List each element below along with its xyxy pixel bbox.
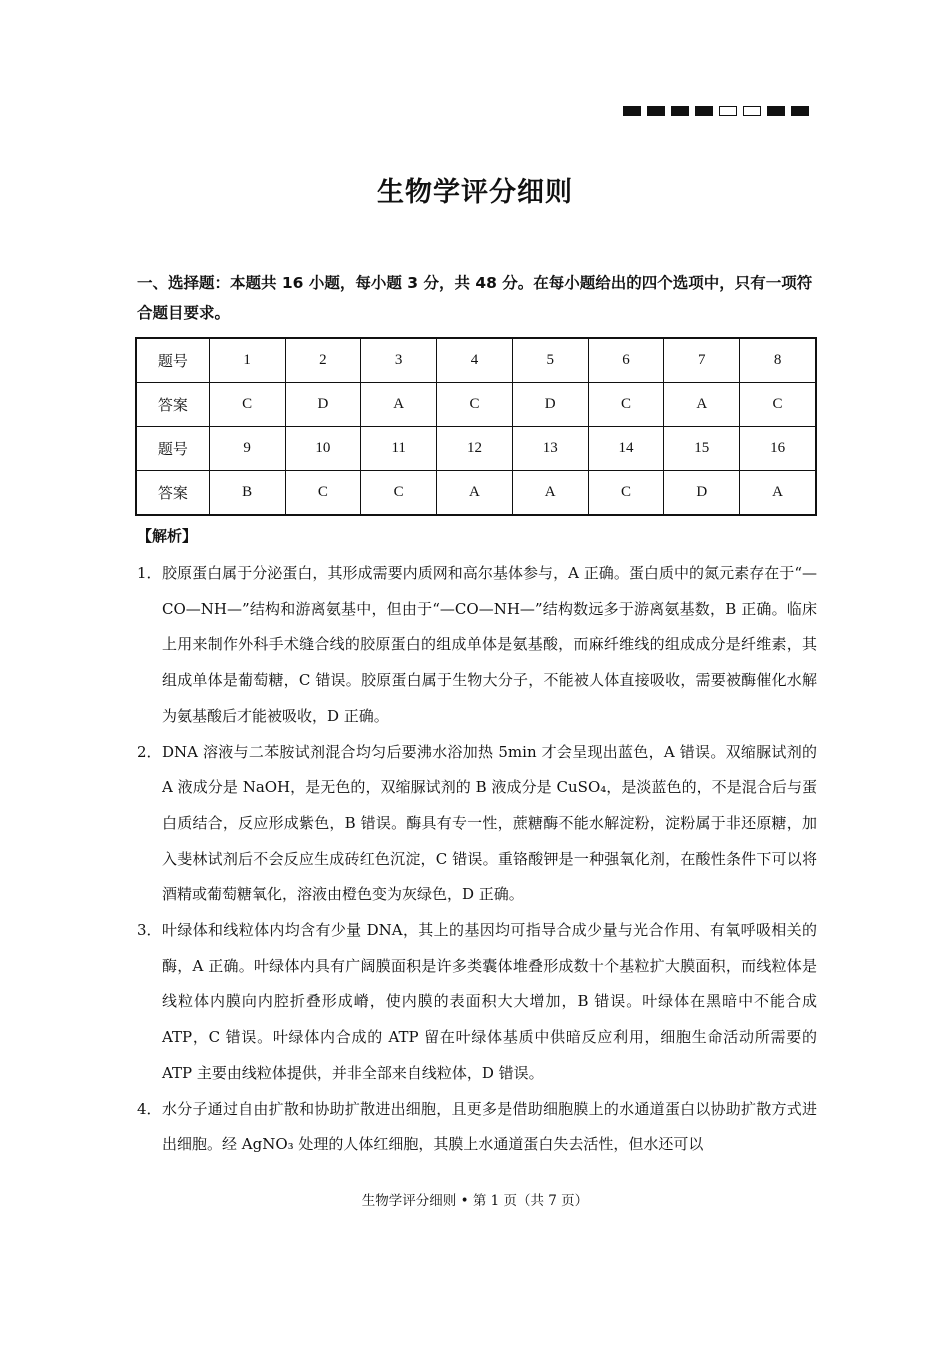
table-cell: C: [588, 383, 664, 427]
table-cell: 3: [361, 338, 437, 383]
table-cell: 2: [285, 338, 361, 383]
table-row: [136, 427, 816, 471]
table-cell: C: [437, 383, 513, 427]
table-cell: B: [209, 471, 285, 516]
table-cell: A: [664, 383, 740, 427]
table-cell: A: [740, 471, 816, 516]
table-cell: 7: [664, 338, 740, 383]
explanation-item: [137, 556, 817, 735]
row-header-cell: 答案: [136, 471, 209, 516]
explanation-item: [137, 735, 817, 914]
table-cell: 12: [437, 427, 513, 471]
answer-table: [135, 337, 817, 516]
table-cell: A: [512, 471, 588, 516]
table-cell: D: [664, 471, 740, 516]
table-cell: 16: [740, 427, 816, 471]
table-cell: 13: [512, 427, 588, 471]
filled-square-mark: [623, 106, 641, 116]
explanation-number: 1．: [137, 564, 162, 582]
table-cell: 1: [209, 338, 285, 383]
table-cell: A: [437, 471, 513, 516]
explanation-text: 叶绿体和线粒体内均含有少量 DNA，其上的基因均可指导合成少量与光合作用、有氧呼吸相关的酶，A 正确。叶绿体内具有广阔膜面积是许多类囊体堆叠形成数十个基粒扩大膜面积，而线粒体是线粒体内膜向内腔折叠形成嵴，使内膜的表面积大大增加，B 错误。叶绿体在黑暗中不能合成 ATP，C 错误。叶绿体内合成的 ATP 留在叶绿体基质中供暗反应利用，细胞生命活动所需要的 ATP 主要由线粒体提供，并非全部来自线粒体，D 错误。: [162, 921, 817, 1082]
row-header-cell: 题号: [136, 427, 209, 471]
table-row: [136, 471, 816, 516]
empty-square-mark: [719, 106, 737, 116]
table-cell: A: [361, 383, 437, 427]
filled-square-mark: [671, 106, 689, 116]
explanation-item: [137, 1092, 817, 1163]
filled-square-mark: [647, 106, 665, 116]
explanation-number: 4．: [137, 1099, 162, 1118]
table-cell: 15: [664, 427, 740, 471]
explanation-number: 3．: [137, 921, 162, 940]
table-cell: 9: [209, 427, 285, 471]
explanations: [137, 556, 817, 1163]
table-cell: C: [361, 471, 437, 516]
table-cell: 11: [361, 427, 437, 471]
page-footer: 生物学评分细则 • 第 1 页（共 7 页）: [361, 1193, 589, 1209]
table-cell: 4: [437, 338, 513, 383]
analysis-label: 【解析】: [137, 527, 198, 545]
table-cell: C: [740, 383, 816, 427]
filled-square-mark: [695, 106, 713, 116]
table-cell: C: [285, 471, 361, 516]
header-marks: [623, 106, 809, 118]
section-heading: 一、选择题：本题共 16 小题，每小题 3 分，共 48 分。在每小题给出的四个选项中，只有一项符合题目要求。: [137, 274, 813, 322]
empty-square-mark: [743, 106, 761, 116]
row-header-cell: 题号: [136, 338, 209, 383]
explanation-number: 2．: [137, 742, 162, 761]
table-cell: C: [588, 471, 664, 516]
explanation-text: DNA 溶液与二苯胺试剂混合均匀后要沸水浴加热 5min 才会呈现出蓝色，A 错误。双缩脲试剂的 A 液成分是 NaOH，是无色的，双缩脲试剂的 B 液成分是 CuSO₄，是淡蓝色的，不是混合后与蛋白质结合，反应形成紫色，B 错误。酶具有专一性，蔗糖酶不能水解淀粉，淀粉属于非还原糖，加入斐林试剂后不会反应生成砖红色沉淀，C 错误。重铬酸钾是一种强氧化剂，在酸性条件下可以将酒精或葡萄糖氧化，溶液由橙色变为灰绿色，D 正确。: [162, 742, 817, 904]
explanation-text: 水分子通过自由扩散和协助扩散进出细胞，且更多是借助细胞膜上的水通道蛋白以协助扩散方式进出细胞。经 AgNO₃ 处理的人体红细胞，其膜上水通道蛋白失去活性，但水还可以: [162, 1099, 817, 1154]
table-cell: 5: [512, 338, 588, 383]
table-cell: D: [285, 383, 361, 427]
table-cell: 14: [588, 427, 664, 471]
table-cell: 8: [740, 338, 816, 383]
page-title: 生物学评分细则: [377, 177, 573, 208]
table-cell: 6: [588, 338, 664, 383]
table-cell: D: [512, 383, 588, 427]
explanation-text: 胶原蛋白属于分泌蛋白，其形成需要内质网和高尔基体参与，A 正确。蛋白质中的氮元素存在于“—CO—NH—”结构和游离氨基中，但由于“—CO—NH—”结构数远多于游离氨基数，B 正确。临床上用来制作外科手术缝合线的胶原蛋白的组成单体是氨基酸，而麻纤维线的组成成分是纤维素，其组成单体是葡萄糖，C 错误。胶原蛋白属于生物大分子，不能被人体直接吸收，需要被酶催化水解为氨基酸后才能被吸收，D 正确。: [162, 564, 817, 725]
table-row: [136, 338, 816, 383]
table-cell: C: [209, 383, 285, 427]
row-header-cell: 答案: [136, 383, 209, 427]
table-row: [136, 383, 816, 427]
table-cell: 10: [285, 427, 361, 471]
filled-square-mark: [767, 106, 785, 116]
filled-square-mark: [791, 106, 809, 116]
explanation-item: [137, 913, 817, 1092]
